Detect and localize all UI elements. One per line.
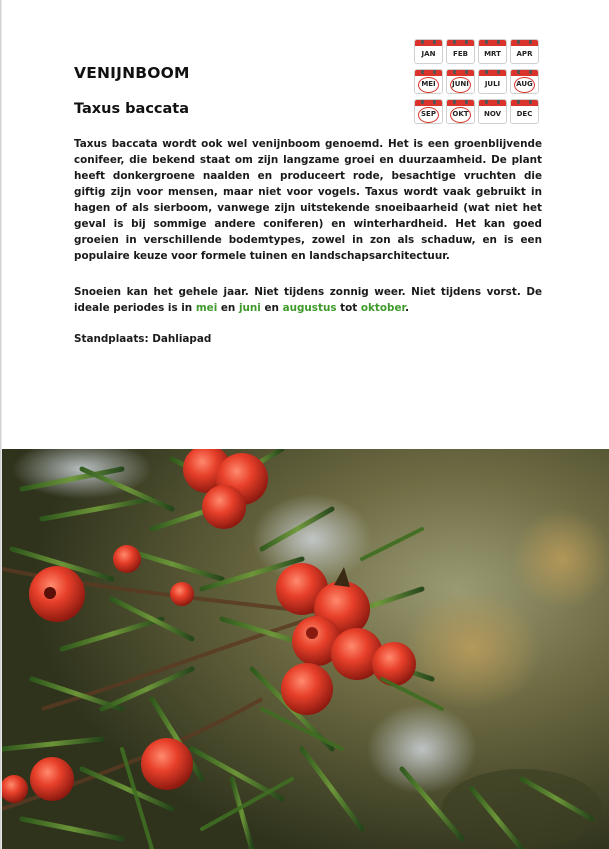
calendar-ring-icon [465,39,468,44]
calendar-header-bar [511,40,538,46]
calendar-ring-icon [433,99,436,104]
calendar-header-bar [415,40,442,46]
calendar-ring-icon [465,69,468,74]
pruning-paragraph [74,284,542,316]
calendar-ring-icon [497,99,500,104]
calendar-month-sep [414,99,443,124]
calendar-ring-icon [485,69,488,74]
pruning-month-mei: mei [195,302,218,314]
calendar-month-label: NOV [483,110,502,118]
pruning-month-augustus: augustus [282,302,337,314]
calendar-month-mrt [478,39,507,64]
calendar-header-bar [479,100,506,106]
calendar-ring-icon [497,69,500,74]
calendar-month-label: APR [516,50,533,58]
calendar-month-label: JAN [421,50,436,58]
page-title: VENIJNBOOM [74,64,190,82]
pruning-month-juni: juni [238,302,261,314]
calendar-ring-icon [497,39,500,44]
yew-berries-photo [2,449,609,849]
calendar-ring-icon [517,69,520,74]
calendar-month-label: FEB [453,50,468,58]
conjunction-tot: tot [336,302,361,314]
calendar-ring-icon [517,99,520,104]
calendar-header-bar [447,100,474,106]
calendar-header-bar [511,70,538,76]
description-paragraph: Taxus baccata wordt ook wel venijnboom genoemd. Het is een groenblijvende conifeer, die bekend staat om zijn langzame groei en duurzaamheid. De plant heeft donkergroene naalden en produceert rode, besachtige vruchten die giftig zijn voor mensen, maar niet voor vogels. Taxus wordt vaak gebruikt in hagen of als sierboom, vanwege zijn uitstekende snoeibaarheid (wat niet het geval is bij sommige andere coniferen) en winterhardheid. Het kan goed groeien in verschillende bodemtypes, zowel in zon als schaduw, en is een populaire keuze voor formele tuinen en landschapsarchitectuur. [74,138,542,262]
pruning-month-oktober: oktober [360,302,406,314]
calendar-month-okt [446,99,475,124]
calendar-month-label: OKT [452,110,469,118]
calendar-month-mei [414,69,443,94]
calendar-month-label: MEI [421,80,436,88]
calendar-header-bar [479,70,506,76]
pruning-text: Snoeien kan het gehele jaar. Niet tijdens zonnig weer. Niet tijdens vorst. De ideale periodes is in [74,286,542,314]
calendar-header-bar [511,100,538,106]
calendar-month-label: MRT [484,50,501,58]
calendar-header-bar [479,40,506,46]
calendar-ring-icon [453,39,456,44]
calendar-ring-icon [465,99,468,104]
calendar-ring-icon [485,39,488,44]
calendar-month-feb [446,39,475,64]
calendar-header-bar [415,70,442,76]
period: . [405,302,410,314]
calendar-header-bar [447,70,474,76]
calendar-ring-icon [433,39,436,44]
calendar-ring-icon [433,69,436,74]
calendar-month-label: JULI [484,80,501,88]
pruning-calendar [414,39,539,124]
calendar-month-nov [478,99,507,124]
conjunction: en [260,302,283,314]
calendar-month-dec [510,99,539,124]
calendar-month-jan [414,39,443,64]
calendar-month-aug [510,69,539,94]
calendar-month-juni [446,69,475,94]
calendar-ring-icon [421,39,424,44]
calendar-ring-icon [421,69,424,74]
calendar-header-bar [447,40,474,46]
calendar-ring-icon [421,99,424,104]
scientific-name: Taxus baccata [74,101,190,117]
calendar-month-label: DEC [516,110,533,118]
calendar-month-label: AUG [516,80,533,88]
calendar-ring-icon [529,39,532,44]
calendar-month-apr [510,39,539,64]
calendar-ring-icon [485,99,488,104]
calendar-header-bar [415,100,442,106]
calendar-ring-icon [529,99,532,104]
calendar-ring-icon [453,69,456,74]
calendar-ring-icon [529,69,532,74]
calendar-ring-icon [453,99,456,104]
calendar-ring-icon [517,39,520,44]
location-text: Standplaats: Dahliapad [74,333,212,345]
calendar-month-label: SEP [421,110,436,118]
calendar-month-juli [478,69,507,94]
calendar-month-label: JUNI [452,80,469,88]
conjunction: en [217,302,239,314]
